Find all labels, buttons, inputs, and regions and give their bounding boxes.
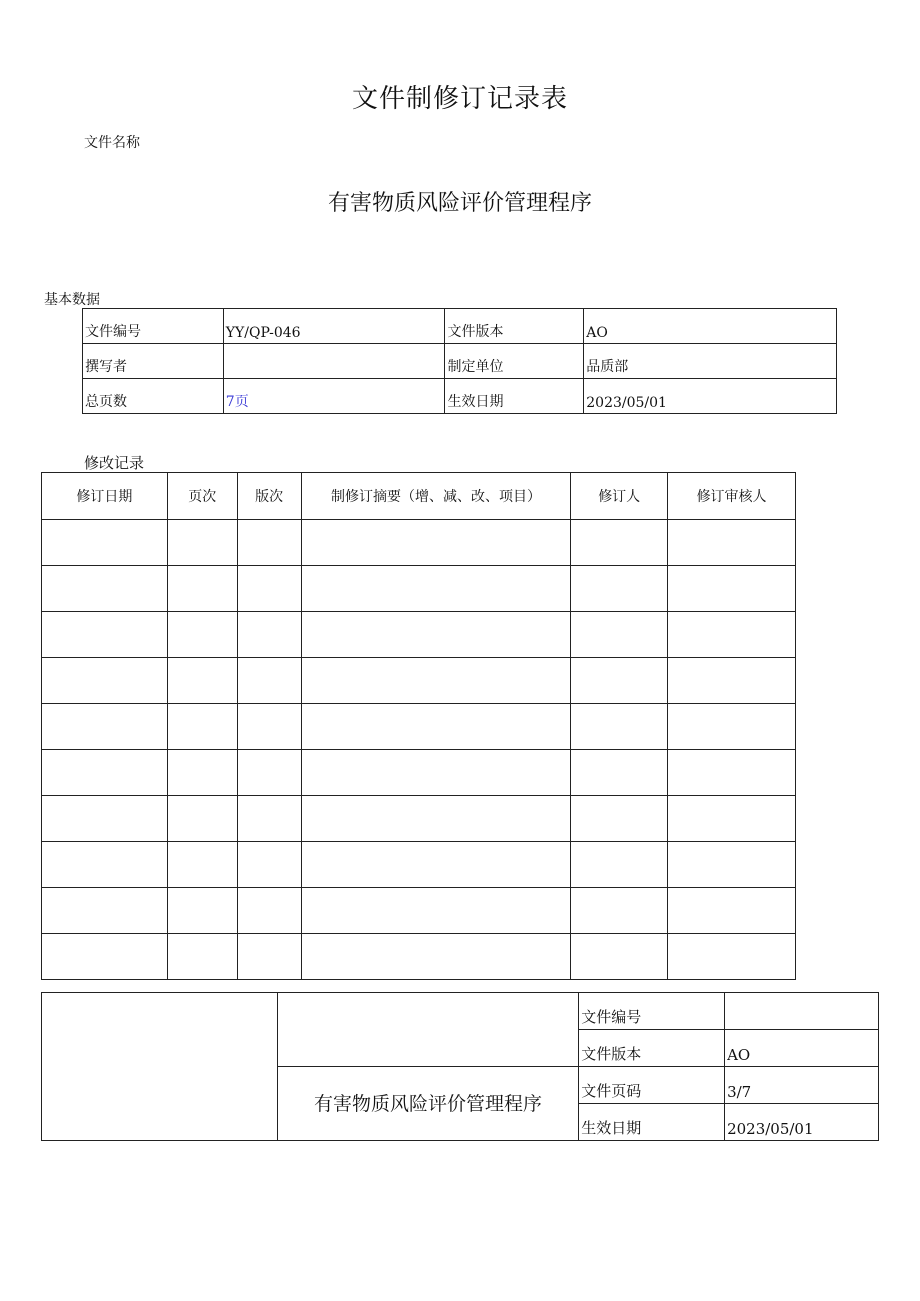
table-row xyxy=(42,842,796,888)
footer-field-label: 文件页码 xyxy=(579,1067,725,1104)
header-cell: 修订审核人 xyxy=(668,473,796,520)
revision-body xyxy=(42,520,796,980)
logo-cell xyxy=(42,993,278,1141)
basic-label-cell: 撰写者 xyxy=(83,344,224,379)
header-cell: 修订日期 xyxy=(42,473,168,520)
table-row xyxy=(42,520,796,566)
basic-value-cell: YY/QP-046 xyxy=(223,309,445,344)
header-cell: 页次 xyxy=(167,473,237,520)
table-row xyxy=(42,566,796,612)
basic-label-cell: 生效日期 xyxy=(445,379,584,414)
basic-info-label: 基本数据 xyxy=(44,292,100,308)
header-cell: 制修订摘要（增、减、改、项目） xyxy=(301,473,571,520)
page-title: 文件制修订记录表 xyxy=(351,84,568,114)
footer-blank-cell xyxy=(277,993,579,1067)
revision-table xyxy=(41,472,796,980)
table-row xyxy=(42,934,796,980)
footer-field-value: 3/7 xyxy=(725,1067,879,1104)
footer-table xyxy=(41,992,879,1141)
footer-field-label: 文件编号 xyxy=(579,993,725,1030)
basic-row xyxy=(83,344,837,379)
table-row xyxy=(42,612,796,658)
header-cell: 修订人 xyxy=(571,473,668,520)
footer-field-label: 文件版本 xyxy=(579,1030,725,1067)
file-name-label: 文件名称 xyxy=(84,135,140,151)
basic-value-cell: 7页 xyxy=(223,379,445,414)
table-row xyxy=(42,888,796,934)
table-row xyxy=(42,750,796,796)
footer-field-value: AO xyxy=(725,1030,879,1067)
basic-value-cell: AO xyxy=(584,309,837,344)
basic-row xyxy=(83,309,837,344)
basic-row xyxy=(83,379,837,414)
basic-value-cell: 2023/05/01 xyxy=(584,379,837,414)
basic-label-cell: 文件编号 xyxy=(83,309,224,344)
basic-label-cell: 制定单位 xyxy=(445,344,584,379)
table-row xyxy=(42,796,796,842)
footer-field-value: 2023/05/01 xyxy=(725,1104,879,1141)
basic-value-cell xyxy=(223,344,445,379)
document-name: 有害物质风险评价管理程序 xyxy=(327,191,592,216)
basic-info-table xyxy=(82,308,837,414)
footer-document-name: 有害物质风险评价管理程序 xyxy=(277,1067,579,1141)
basic-label-cell: 总页数 xyxy=(83,379,224,414)
footer-field-value xyxy=(725,993,879,1030)
table-row xyxy=(42,658,796,704)
footer-row xyxy=(42,993,879,1030)
basic-value-cell: 品质部 xyxy=(584,344,837,379)
basic-label-cell: 文件版本 xyxy=(445,309,584,344)
table-row xyxy=(42,704,796,750)
footer-field-label: 生效日期 xyxy=(579,1104,725,1141)
header-cell: 版次 xyxy=(237,473,301,520)
revision-header-row xyxy=(42,473,796,520)
revision-record-label: 修改记录 xyxy=(84,454,145,472)
